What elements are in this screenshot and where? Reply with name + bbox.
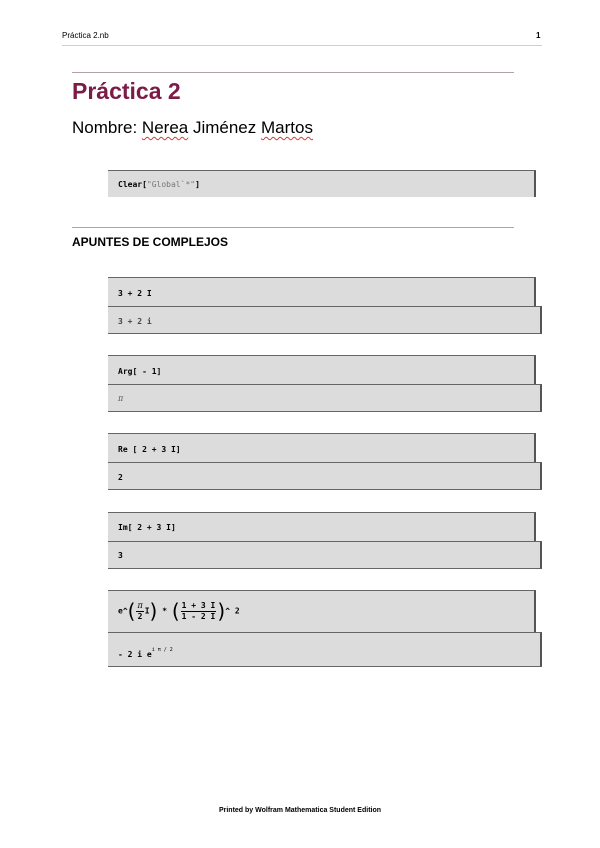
input-cell[interactable] bbox=[108, 277, 536, 306]
clear-close: ] bbox=[195, 180, 200, 189]
clear-fn: Clear[ bbox=[118, 180, 147, 189]
output-text: 3 bbox=[118, 551, 123, 560]
input-text: Im[ 2 + 3 I] bbox=[118, 523, 176, 532]
output-cell[interactable] bbox=[108, 541, 542, 569]
expr-power: ^ 2 bbox=[225, 606, 240, 616]
input-text: Re [ 2 + 3 I] bbox=[118, 445, 181, 454]
fraction-1-denominator: 2 bbox=[137, 611, 143, 621]
header-filename: Práctica 2.nb bbox=[62, 31, 109, 40]
header-page-number: 1 bbox=[536, 31, 541, 40]
output-exponent: i π / 2 bbox=[151, 647, 173, 653]
input-cell[interactable] bbox=[108, 433, 536, 462]
subtitle-middle-name: Jiménez bbox=[188, 118, 261, 137]
paren-open-1: ( bbox=[127, 599, 136, 623]
fraction-2-denominator: 1 - 2 I bbox=[181, 611, 216, 621]
fraction-2-numerator: 1 + 3 I bbox=[181, 600, 216, 610]
subtitle[interactable] bbox=[72, 118, 313, 138]
expression bbox=[118, 599, 240, 623]
output-expression bbox=[118, 647, 173, 659]
output-main: - 2 i e bbox=[118, 650, 152, 659]
expr-times: * bbox=[162, 606, 168, 616]
section-divider bbox=[72, 227, 514, 228]
input-text: 3 + 2 I bbox=[118, 289, 152, 298]
fraction-1-numerator: π bbox=[137, 600, 143, 610]
page-title[interactable]: Práctica 2 bbox=[72, 78, 181, 104]
output-text: 3 + 2 i bbox=[118, 317, 152, 326]
subtitle-prefix: Nombre: bbox=[72, 118, 142, 137]
input-cell-clear[interactable] bbox=[108, 170, 536, 197]
output-text: 2 bbox=[118, 473, 123, 482]
output-cell[interactable] bbox=[108, 384, 542, 412]
paren-close-2: ) bbox=[217, 599, 226, 623]
fraction-1 bbox=[136, 601, 143, 622]
paren-close-1: ) bbox=[149, 599, 158, 623]
input-cell[interactable] bbox=[108, 355, 536, 384]
header-divider bbox=[62, 45, 542, 46]
input-text: Arg[ - 1] bbox=[118, 367, 162, 376]
title-divider bbox=[72, 72, 514, 73]
subtitle-first-name: Nerea bbox=[141, 118, 189, 137]
subtitle-last-name: Martos bbox=[260, 118, 313, 137]
fraction-2 bbox=[181, 601, 217, 622]
output-text: π bbox=[118, 394, 124, 403]
output-cell[interactable] bbox=[108, 306, 542, 334]
clear-arg: "Global`*" bbox=[146, 180, 196, 189]
output-cell-expression[interactable] bbox=[108, 632, 542, 667]
output-cell[interactable] bbox=[108, 462, 542, 490]
footer: Printed by Wolfram Mathematica Student Edition bbox=[218, 807, 382, 814]
expr-base: e^ bbox=[118, 606, 128, 616]
input-cell[interactable] bbox=[108, 512, 536, 541]
section-title[interactable]: APUNTES DE COMPLEJOS bbox=[72, 235, 229, 249]
fraction-1-tail: I bbox=[144, 606, 150, 616]
input-cell-expression[interactable] bbox=[108, 590, 536, 632]
paren-open-2: ( bbox=[171, 599, 180, 623]
